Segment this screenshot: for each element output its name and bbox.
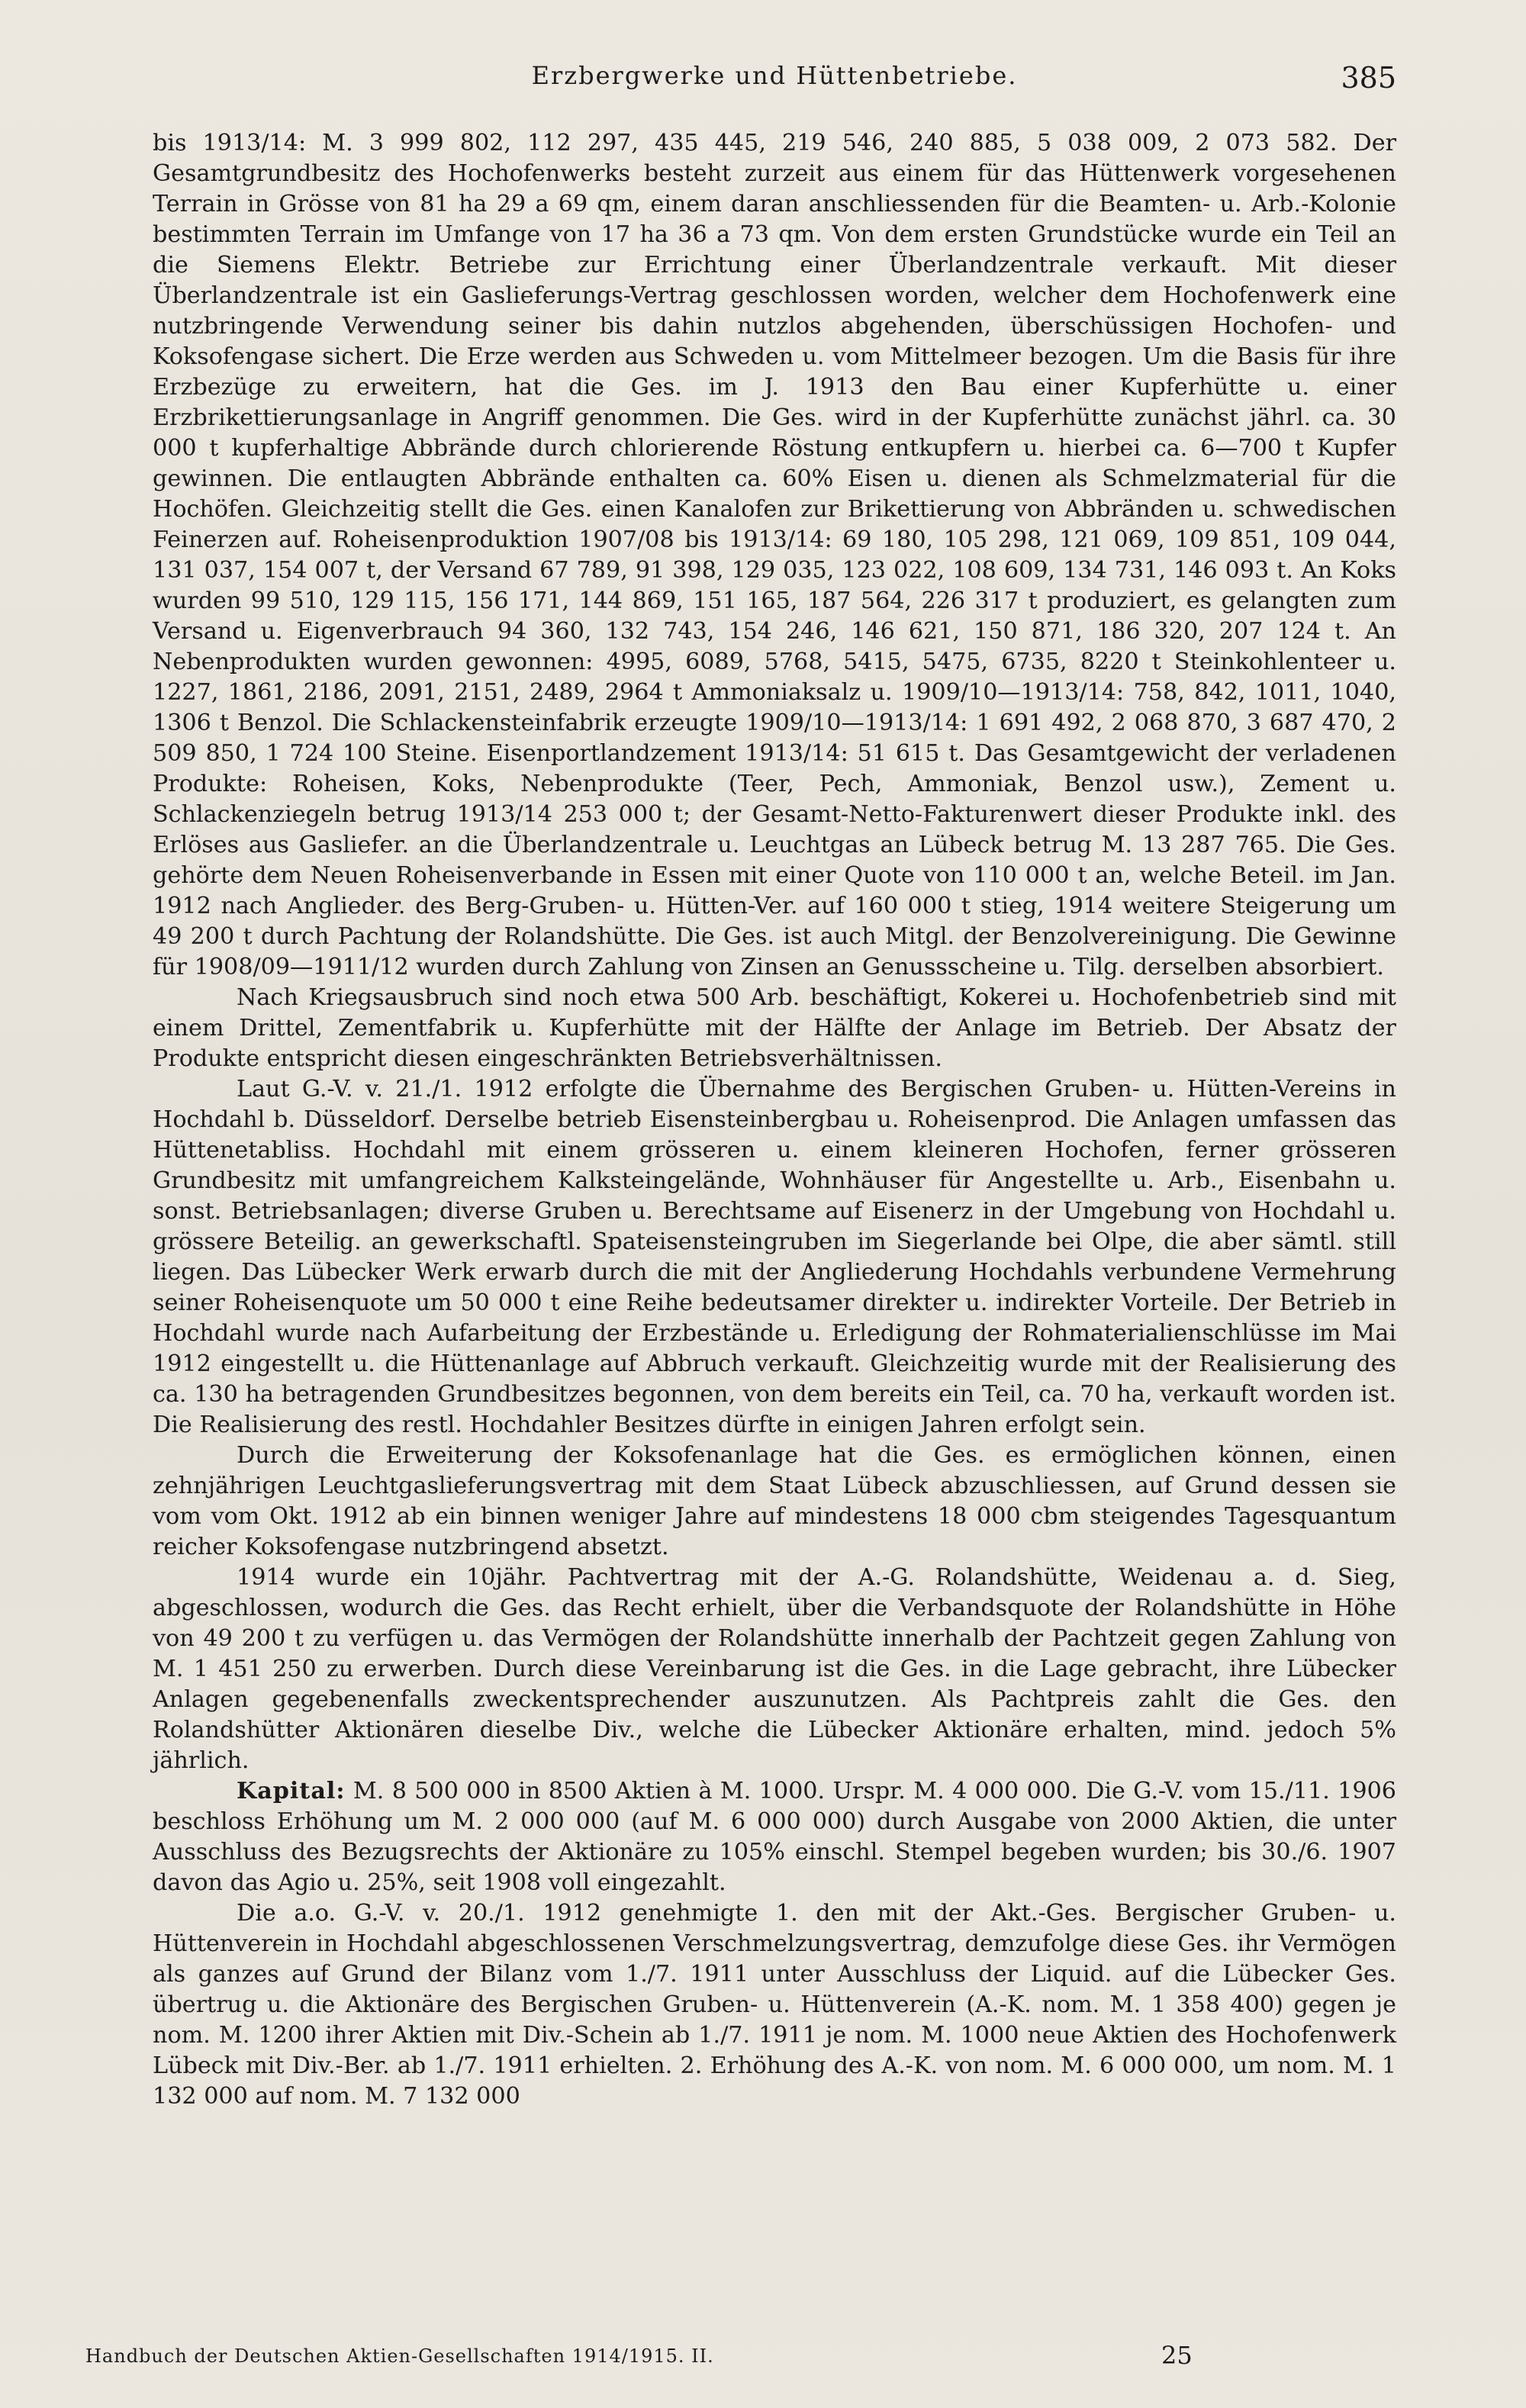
page-footer [85,2336,1396,2374]
footer-title: Handbuch der Deutschen Aktien-Gesellschaften 1914/1915. II. [85,2345,714,2367]
paragraph-kapital [153,1776,1396,1898]
paragraph-hochdahl-merger: Laut G.-V. v. 21./1. 1912 erfolgte die Übernahme des Bergischen Gruben- u. Hütten-Vereins in Hochdahl b. Düsseldorf. Derselbe betrieb Eisensteinbergbau u. Roheisenprod. Die Anlagen umfassen das Hüttenetabliss. Hochdahl mit einem grösseren u. einem kleineren Hochofen, ferner grösseren Grundbesitz mit umfangreichem Kalksteingelände, Wohnhäuser für Angestellte u. Arb., Eisenbahn u. sonst. Betriebsanlagen; diverse Gruben u. Berechtsame auf Eisenerz in der Umgebung von Hochdahl u. grössere Beteilig. an gewerkschaftl. Spateisensteingruben im Siegerlande bei Olpe, die aber sämtl. still liegen. Das Lübecker Werk erwarb durch die mit der Angliederung Hochdahls verbundene Vermehrung seiner Roheisenquote um 50 000 t eine Reihe bedeutsamer direkter u. indirekter Vorteile. Der Betrieb in Hochdahl wurde nach Aufarbeitung der Erzbestände u. Erledigung der Rohmaterialienschlüsse im Mai 1912 eingestellt u. die Hüttenanlage auf Abbruch verkauft. Gleichzeitig wurde mit der Realisierung des ca. 130 ha betragenden Grundbesitzes begonnen, von dem bereits ein Teil, ca. 70 ha, verkauft worden ist. Die Realisierung des restl. Hochdahler Besitzes dürfte in einigen Jahren erfolgt sein. [153,1076,1396,1438]
paragraph-merger-resolution: Die a.o. G.-V. v. 20./1. 1912 genehmigte 1. den mit der Akt.-Ges. Bergischer Gruben- u. Hüttenverein in Hochdahl abgeschlossenen Verschmelzungsvertrag, demzufolge diese Ges. ihr Vermögen als ganzes auf Grund der Bilanz vom 1./7. 1911 unter Ausschluss der Liquid. auf die Lübecker Ges. übertrug u. die Aktionäre des Bergischen Gruben- u. Hüttenverein (A.-K. nom. M. 1 358 400) gegen je nom. M. 1200 ihrer Aktien mit Div.-Schein ab 1./7. 1911 je nom. M. 1000 neue Aktien des Hochofenwerk Lübeck mit Div.-Ber. ab 1./7. 1911 erhielten. 2. Erhöhung des A.-K. von nom. M. 6 000 000, um nom. M. 1 132 000 auf nom. M. 7 132 000 [153,1900,1396,2110]
body-text [153,128,1396,2112]
paragraph-gas-contract: Durch die Erweiterung der Koksofenanlage hat die Ges. es ermöglichen können, einen zehnjährigen Leuchtgaslieferungsvertrag mit dem Staat Lübeck abzuschliessen, auf Grund dessen sie vom vom Okt. 1912 ab ein binnen weniger Jahre auf mindestens 18 000 cbm steigendes Tagesquantum reicher Koksofengase nutzbringend absetzt. [153,1442,1396,1560]
running-title: Erzbergwerke und Hüttenbetriebe. [531,61,1018,90]
page-number: 385 [1341,61,1396,95]
kapital-label: Kapital: [237,1778,346,1804]
paragraph-company-overview: bis 1913/14: M. 3 999 802, 112 297, 435 445, 219 546, 240 885, 5 038 009, 2 073 582. Der Gesamtgrundbesitz des Hochofenwerks besteht zurzeit aus einem für das Hüttenwerk vorgesehenen Terrain in Grösse von 81 ha 29 a 69 qm, einem daran anschliessenden für die Beamten- u. Arb.-Kolonie bestimmten Terrain im Umfange von 17 ha 36 a 73 qm. Von dem ersten Grundstücke wurde ein Teil an die Siemens Elektr. Betriebe zur Errichtung einer Überlandzentrale verkauft. Mit dieser Überlandzentrale ist ein Gaslieferungs-Vertrag geschlossen worden, welcher dem Hochofenwerk eine nutzbringende Verwendung seiner bis dahin nutzlos abgehenden, überschüssigen Hochofen- und Koksofengase sichert. Die Erze werden aus Schweden u. vom Mittelmeer bezogen. Um die Basis für ihre Erzbezüge zu erweitern, hat die Ges. im J. 1913 den Bau einer Kupferhütte u. einer Erzbrikettierungsanlage in Angriff genommen. Die Ges. wird in der Kupferhütte zunächst jährl. ca. 30 000 t kupferhaltige Abbrände durch chlorierende Röstung entkupfern u. hierbei ca. 6—700 t Kupfer gewinnen. Die entlaugten Abbrände enthalten ca. 60% Eisen u. dienen als Schmelzmaterial für die Hochöfen. Gleichzeitig stellt die Ges. einen Kanalofen zur Brikettierung von Abbränden u. schwedischen Feinerzen auf. Roheisenproduktion 1907/08 bis 1913/14: 69 180, 105 298, 121 069, 109 851, 109 044, 131 037, 154 007 t, der Versand 67 789, 91 398, 129 035, 123 022, 108 609, 134 731, 146 093 t. An Koks wurden 99 510, 129 115, 156 171, 144 869, 151 165, 187 564, 226 317 t produziert, es gelangten zum Versand u. Eigenverbrauch 94 360, 132 743, 154 246, 146 621, 150 871, 186 320, 207 124 t. An Nebenprodukten wurden gewonnen: 4995, 6089, 5768, 5415, 5475, 6735, 8220 t Steinkohlenteer u. 1227, 1861, 2186, 2091, 2151, 2489, 2964 t Ammoniaksalz u. 1909/10—1913/14: 758, 842, 1011, 1040, 1306 t Benzol. Die Schlackensteinfabrik erzeugte 1909/10—1913/14: 1 691 492, 2 068 870, 3 687 470, 2 509 850, 1 724 100 Steine. Eisenportlandzement 1913/14: 51 615 t. Das Gesamtgewicht der verladenen Produkte: Roheisen, Koks, Nebenprodukte (Teer, Pech, Ammoniak, Benzol usw.), Zement u. Schlackenziegeln betrug 1913/14 253 000 t; der Gesamt-Netto-Fakturenwert dieser Produkte inkl. des Erlöses aus Gasliefer. an die Überlandzentrale u. Leuchtgas an Lübeck betrug M. 13 287 765. Die Ges. gehörte dem Neuen Roheisenverbande in Essen mit einer Quote von 110 000 t an, welche Beteil. im Jan. 1912 nach Anglieder. des Berg-Gruben- u. Hütten-Ver. auf 160 000 t stieg, 1914 weitere Steigerung um 49 200 t durch Pachtung der Rolandshütte. Die Ges. ist auch Mitgl. der Benzolvereinigung. Die Gewinne für 1908/09—1911/12 wurden durch Zahlung von Zinsen an Genussscheine u. Tilg. derselben absorbiert. [153,130,1396,980]
paragraph-war-operations: Nach Kriegsausbruch sind noch etwa 500 Arb. beschäftigt, Kokerei u. Hochofenbetrieb sind mit einem Drittel, Zementfabrik u. Kupferhütte mit der Hälfte der Anlage im Betrieb. Der Absatz der Produkte entspricht diesen eingeschränkten Betriebsverhältnissen. [153,984,1396,1072]
running-head [153,46,1396,95]
kapital-text: M. 8 500 000 in 8500 Aktien à M. 1000. Urspr. M. 4 000 000. Die G.-V. vom 15./11. 1906 beschloss Erhöhung um M. 2 000 000 (auf M. 6 000 000) durch Ausgabe von 2000 Aktien, die unter Ausschluss des Bezugsrechts der Aktionäre zu 105% einschl. Stempel begeben wurden; bis 30./6. 1907 davon das Agio u. 25%, seit 1908 voll eingezahlt. [153,1778,1396,1896]
signature-mark: 25 [1161,2341,1193,2370]
paragraph-rolandshuette-lease: 1914 wurde ein 10jähr. Pachtvertrag mit der A.-G. Rolandshütte, Weidenau a. d. Sieg, abgeschlossen, wodurch die Ges. das Recht erhielt, über die Verbandsquote der Rolandshütte in Höhe von 49 200 t zu verfügen u. das Vermögen der Rolandshütte innerhalb der Pachtzeit gegen Zahlung von M. 1 451 250 zu erwerben. Durch diese Vereinbarung ist die Ges. in die Lage gebracht, ihre Lübecker Anlagen gegebenenfalls zweckentsprechender auszunutzen. Als Pachtpreis zahlt die Ges. den Rolandshütter Aktionären dieselbe Div., welche die Lübecker Aktionäre erhalten, mind. jedoch 5% jährlich. [153,1564,1396,1774]
